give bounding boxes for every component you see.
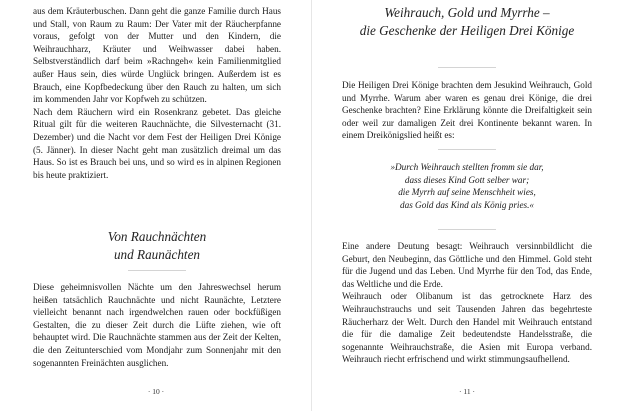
left-paragraph-2: Nach dem Räuchern wird ein Rosenkranz gebetet. Das gleiche Ritual gilt für die weiteren Rauchnächte, die Silvesternacht (31. Dezember) und die Nacht vor dem Fest der Heiligen Drei Könige (5. Jänner). In dieser Nacht geht man zusätzlich dreimal um das Haus. So ist es Brauch bei uns, und so wird es in alpinen Regionen bis heute praktiziert. [33, 106, 281, 180]
right-body-text [342, 240, 592, 366]
right-section-heading [342, 4, 592, 39]
verse-line-4: das Gold das Kind als König pries.« [400, 199, 534, 210]
right-heading-line-2: die Geschenke der Heiligen Drei Könige [359, 22, 575, 38]
verse-line-3: die Myrrh auf seine Menschheit wies, [398, 187, 536, 198]
left-body-text-after-heading [33, 281, 281, 369]
dreikoenigslied-verse [342, 161, 592, 211]
left-heading-line-2: und Raunächten [113, 246, 201, 262]
right-intro-text [342, 79, 592, 142]
left-page-number: · 10 · [147, 387, 165, 396]
verse-line-1: »Durch Weihrauch stellten fromm sie dar, [390, 162, 544, 172]
verse-line-2: dass dieses Kind Gott selber war; [404, 174, 530, 185]
poem-top-divider [438, 149, 496, 150]
left-section-heading [33, 228, 281, 263]
right-heading-divider [438, 67, 496, 68]
right-paragraph-1: Die Heiligen Drei Könige brachten dem Jesukind Weihrauch, Gold und Myrrhe. Warum aber waren es genau drei Könige, die drei Geschenke brachten? Eine Erklärung könnte die Dreifaltigkeit sein oder weil zur damaligen Zeit drei Kontinente bekannt waren. In einem Dreikönigslied heißt es: [342, 80, 592, 141]
left-heading-divider [128, 270, 186, 271]
left-body-text [33, 5, 281, 181]
left-heading-line-1: Von Rauchnächten [107, 229, 207, 244]
right-paragraph-2: Eine andere Deutung besagt: Weihrauch versinnbildlicht die Geburt, den Neubeginn, das Göttliche und den Himmel. Gold steht für die Jugend und das Leben. Und Myrrhe für den Tod, das Ende, das Weltliche und die Erde. [342, 241, 592, 289]
right-heading-line-1: Weihrauch, Gold und Myrrhe – [384, 5, 550, 20]
right-page [312, 0, 624, 411]
poem-bottom-divider [438, 229, 496, 230]
right-paragraph-3: Weihrauch oder Olibanum ist das getrocknete Harz des Weihrauchstrauchs und seit Tausenden Jahren das begehrteste Räucherharz der Welt. Durch den Handel mit Weihrauch entstand die für die damalige Zeit bedeutendste Handelsstraße, die sogenannte Weihrauchstraße, die Asien mit Europa verband. Weihrauch riecht erfrischend und wirkt stimmungsaufhellend. [342, 291, 592, 365]
left-paragraph-3: Diese geheimnisvollen Nächte um den Jahreswechsel herum heißen tatsächlich Rauchnächte und nicht Raunächte, Letztere vielleicht benannt nach irgendwelchen rauen oder bockfüßigen Gestalten, die zu dieser Zeit durch die Lüfte ziehen, wie oft behauptet wird. Die Rauchnächte stammen aus der Zeit der Kelten, die den Zeitunterschied vom Mondjahr zum Sonnenjahr mit den sogenannten Freinächten ausglichen. [33, 282, 281, 368]
left-paragraph-1: aus dem Kräuterbuschen. Dann geht die ganze Familie durch Haus und Stall, von Raum zu Raum: Der Vater mit der Räucherpfanne voraus, gefolgt von der Mutter und den Kindern, die Weihrauchharz, Kräuter und Weihwasser dabei haben. Selbstverständlich darf beim »Rachngeh« kein Familienmitglied außer Haus sein, dies würde Unglück bringen. Außerdem ist es Brauch, eine Kopfbedeckung über den Rauch zu halten, um sich im kommenden Jahr vor Kopfweh zu schützen. [33, 6, 281, 105]
right-page-number: · 11 · [459, 387, 475, 396]
